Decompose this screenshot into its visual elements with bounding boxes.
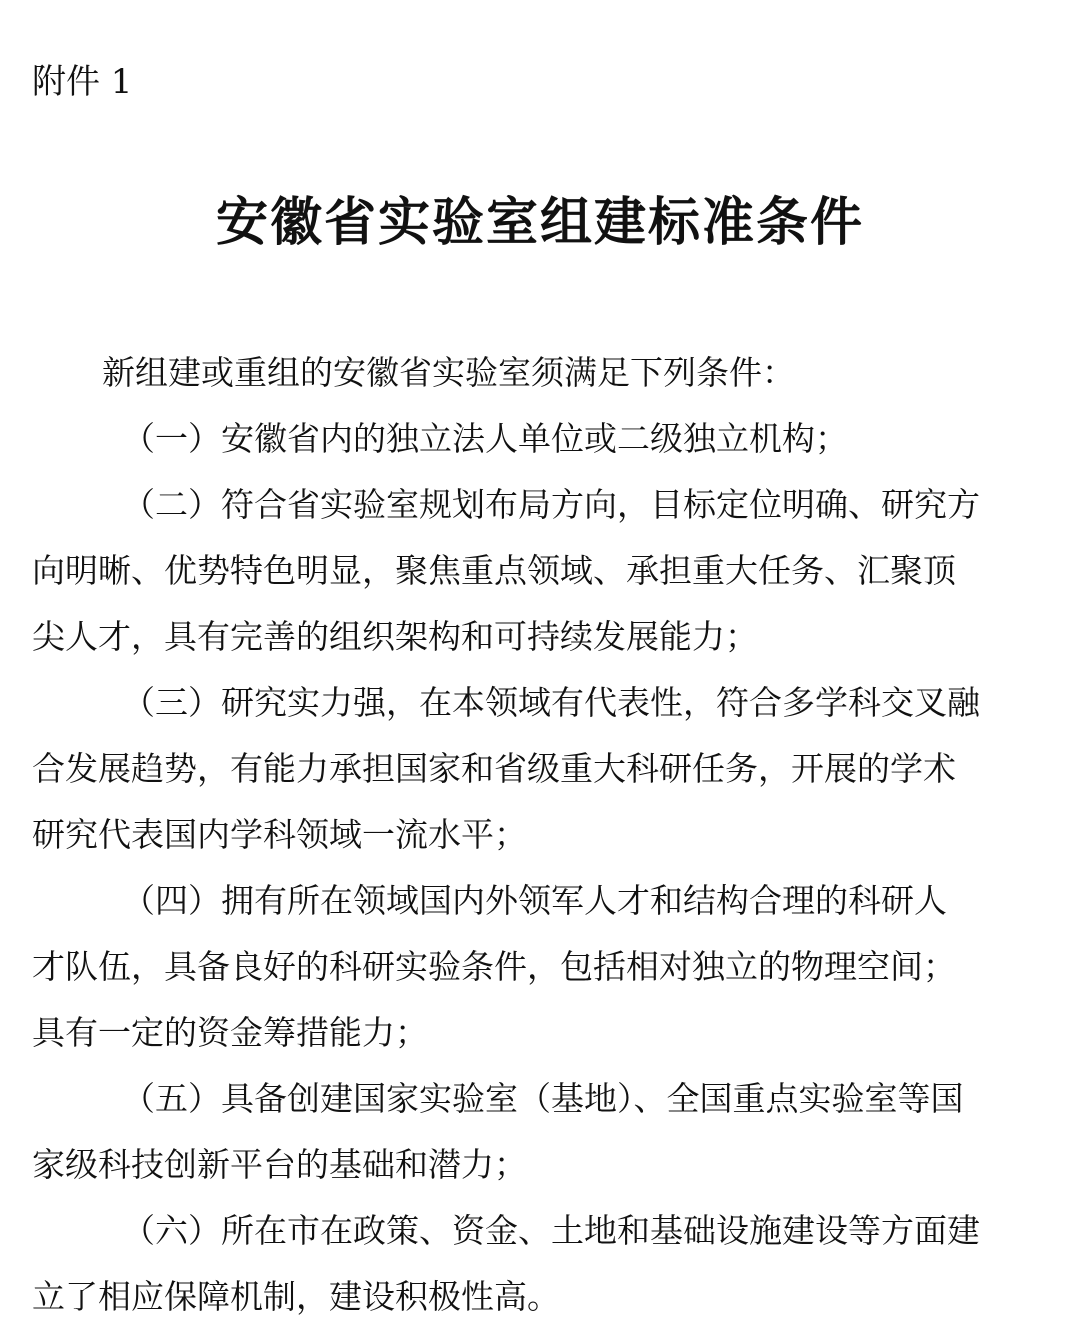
intro-paragraph: 新组建或重组的安徽省实验室须满足下列条件： [102,353,795,392]
condition-item-5 [32,1066,1048,1198]
condition-line: （五）具备创建国家实验室（基地）、全国重点实验室等国 [122,1079,964,1118]
document-title: 安徽省实验室组建标准条件 [215,192,864,253]
condition-item-2 [32,472,1048,670]
condition-line: 具有一定的资金筹措能力； [32,1013,428,1052]
condition-line: 研究代表国内学科领域一流水平； [32,815,527,854]
condition-line: 向明晰、优势特色明显，聚焦重点领域、承担重大任务、汇聚顶 [32,551,956,590]
condition-line: 家级科技创新平台的基础和潜力； [32,1145,527,1184]
document-body [32,340,1048,1330]
condition-line: 尖人才，具有完善的组织架构和可持续发展能力； [32,617,758,656]
condition-line: 才队伍，具备良好的科研实验条件，包括相对独立的物理空间； [32,947,956,986]
condition-line: （六）所在市在政策、资金、土地和基础设施建设等方面建 [122,1211,980,1250]
condition-line: （三）研究实力强，在本领域有代表性，符合多学科交叉融 [122,683,980,722]
condition-line: （一）安徽省内的独立法人单位或二级独立机构； [122,419,848,458]
condition-item-4 [32,868,1048,1066]
condition-line: （四）拥有所在领域国内外领军人才和结构合理的科研人 [122,881,947,920]
condition-item-6 [32,1198,1048,1330]
condition-line: 合发展趋势，有能力承担国家和省级重大科研任务，开展的学术 [32,749,956,788]
condition-item-1 [32,406,1048,472]
attachment-label: 附件 1 [32,62,133,102]
condition-item-3 [32,670,1048,868]
condition-line: 立了相应保障机制，建设积极性高。 [32,1277,560,1316]
condition-line: （二）符合省实验室规划布局方向，目标定位明确、研究方 [122,485,980,524]
